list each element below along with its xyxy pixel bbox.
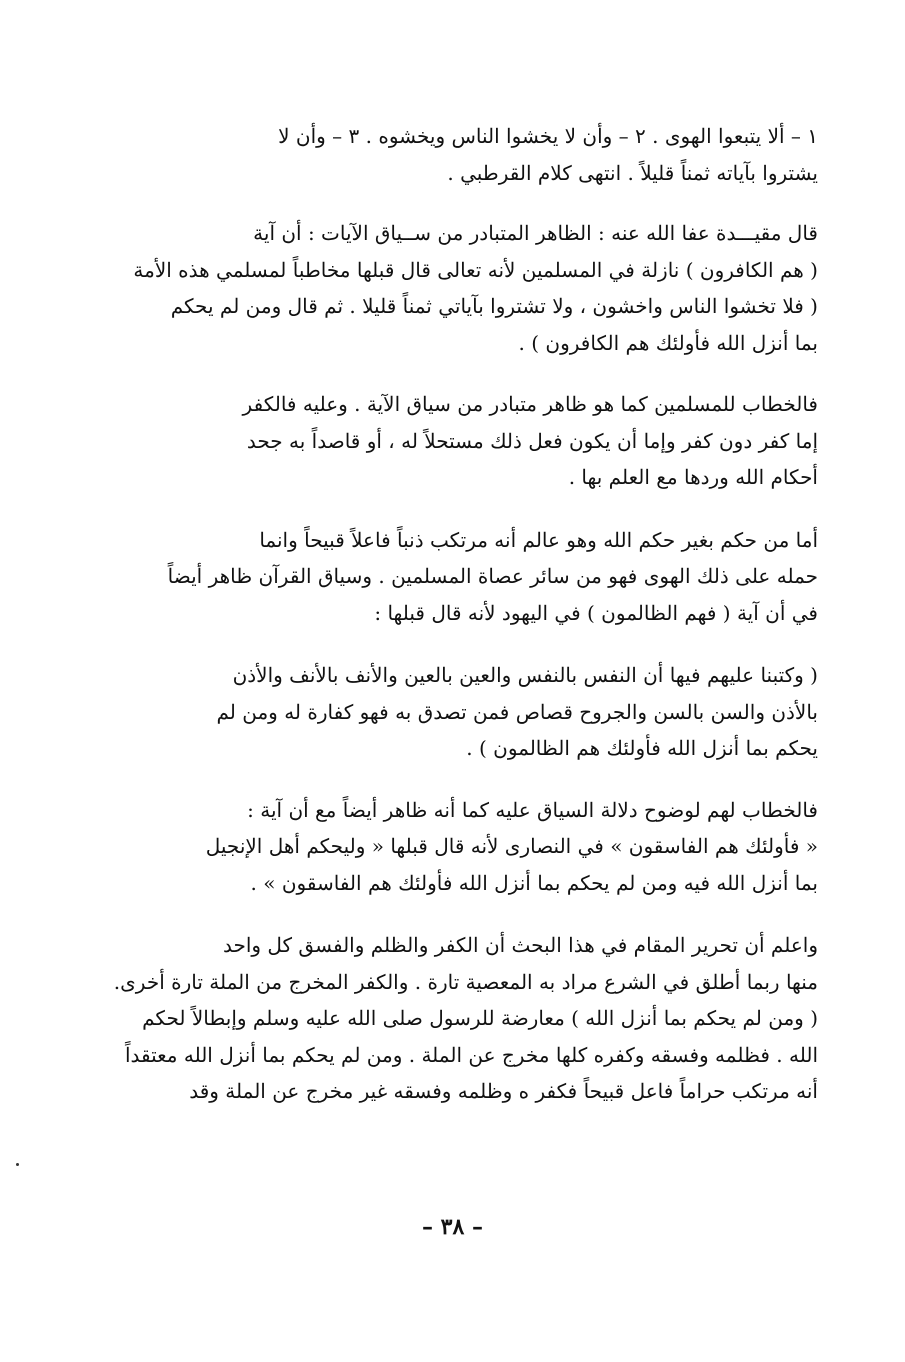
page-body bbox=[98, 118, 818, 1110]
paragraph-7 bbox=[98, 927, 818, 1110]
text-line: يحكم بما أنزل الله فأولئك هم الظالمون ) . bbox=[466, 736, 818, 760]
paragraph-1 bbox=[98, 118, 818, 191]
text-line: بالأذن والسن بالسن والجروح قصاص فمن تصدق به فهو كفارة له ومن لم bbox=[216, 699, 818, 724]
paragraph-5 bbox=[98, 657, 818, 767]
text-line: في أن آية ( فهم الظالمون ) في اليهود لأنه قال قبلها : bbox=[374, 600, 818, 625]
text-line: قال مقيـــدة عفا الله عنه : الظاهر المتبادر من ســياق الآيات : أن آية bbox=[253, 221, 818, 245]
text-line: الله . فظلمه وفسقه وكفره كلها مخرج عن الملة . ومن لم يحكم بما أنزل الله معتقداً bbox=[124, 1042, 818, 1067]
text-line: ( ومن لم يحكم بما أنزل الله ) معارضة للرسول صلى الله عليه وسلم وإبطالاً لحكم bbox=[142, 1006, 818, 1030]
margin-speck bbox=[16, 1163, 19, 1166]
paragraph-3 bbox=[98, 386, 818, 496]
paragraph-4 bbox=[98, 522, 818, 632]
paragraph-6 bbox=[98, 792, 818, 902]
text-line: منها ربما أطلق في الشرع مراد به المعصية تارة . والكفر المخرج من الملة تارة أخرى. bbox=[113, 969, 818, 994]
text-line: إما كفر دون كفر وإما أن يكون فعل ذلك مستحلاً له ، أو قاصداً به جحد bbox=[246, 428, 818, 453]
page-number: – ٣٨ – bbox=[422, 1214, 483, 1240]
text-line: فالخطاب للمسلمين كما هو ظاهر متبادر من سياق الآية . وعليه فالكفر bbox=[242, 392, 818, 416]
text-line: أنه مرتكب حراماً فاعل قبيحاً فكفر ه وظلمه وفسقه غير مخرج عن الملة وقد bbox=[189, 1079, 818, 1103]
text-line: « فأولئك هم الفاسقون » في النصارى لأنه قال قبلها « وليحكم أهل الإنجيل bbox=[205, 834, 818, 858]
text-line: واعلم أن تحرير المقام في هذا البحث أن الكفر والظلم والفسق كل واحد bbox=[222, 933, 818, 957]
text-line: أما من حكم بغير حكم الله وهو عالم أنه مرتكب ذنباً فاعلاً قبيحاً وانما bbox=[259, 527, 818, 552]
text-line: بما أنزل الله فأولئك هم الكافرون ) . bbox=[518, 330, 818, 355]
text-line: أحكام الله وردها مع العلم بها . bbox=[568, 465, 818, 489]
paragraph-2 bbox=[98, 215, 818, 361]
text-line: ١ – ألا يتبعوا الهوى . ٢ – وأن لا يخشوا الناس ويخشوه . ٣ – وأن لا bbox=[278, 124, 818, 148]
text-line: بما أنزل الله فيه ومن لم يحكم بما أنزل الله فأولئك هم الفاسقون » . bbox=[250, 870, 818, 895]
text-line: ( هم الكافرون ) نازلة في المسلمين لأنه تعالى قال قبلها مخاطباً لمسلمي هذه الأمة bbox=[133, 257, 818, 282]
text-line: فالخطاب لهم لوضوح دلالة السياق عليه كما أنه ظاهر أيضاً مع أن آية : bbox=[247, 797, 818, 822]
text-line: يشتروا بآياته ثمناً قليلاً . انتهى كلام القرطبي . bbox=[447, 160, 818, 185]
text-line: حمله على ذلك الهوى فهو من سائر عصاة المسلمين . وسياق القرآن ظاهر أيضاً bbox=[167, 564, 818, 588]
text-line: ( فلا تخشوا الناس واخشون ، ولا تشتروا بآياتي ثمناً قليلا . ثم قال ومن لم يحكم bbox=[170, 294, 818, 318]
text-line: ( وكتبنا عليهم فيها أن النفس بالنفس والعين بالعين والأنف بالأنف والأذن bbox=[232, 663, 818, 687]
